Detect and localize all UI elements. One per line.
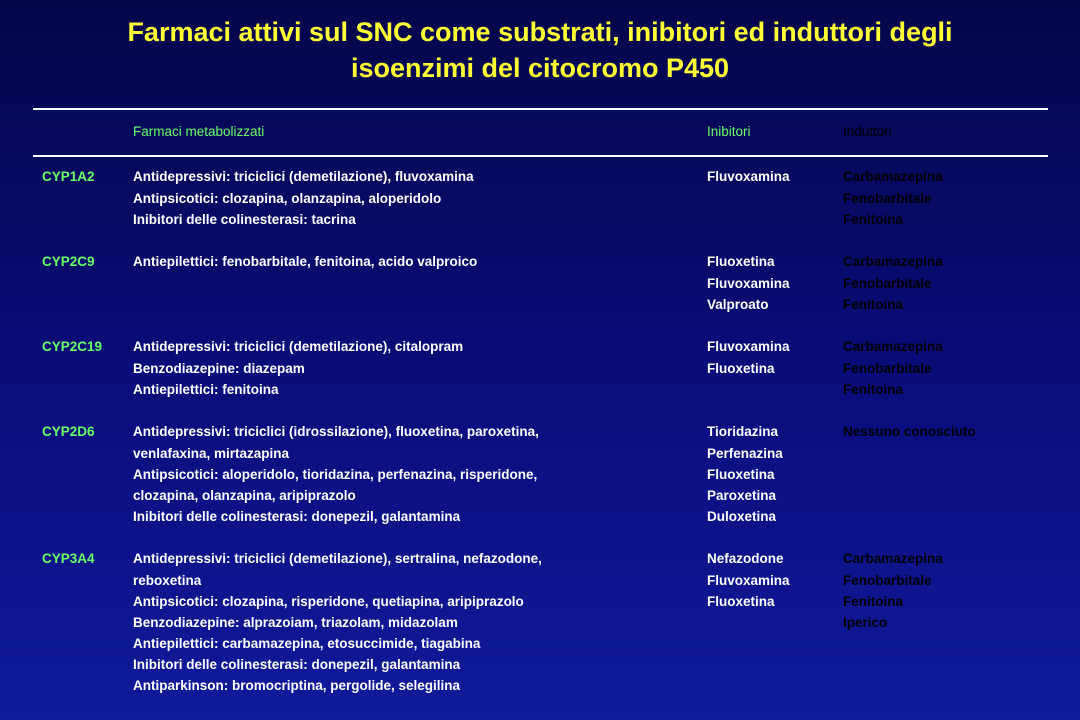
inducer-cell: Carbamazepina <box>843 169 943 184</box>
slide-title-line-2: isoenzimi del citocromo P450 <box>350 53 730 83</box>
enzyme-label: CYP1A2 <box>42 169 95 184</box>
inducer-cell: Fenitoina <box>843 297 903 312</box>
metabolized-drugs-cell: Benzodiazepine: alprazoiam, triazolam, midazolam <box>133 615 458 630</box>
header-drugs: Farmaci metabolizzati <box>133 124 265 139</box>
metabolized-drugs-cell: venlafaxina, mirtazapina <box>133 446 290 461</box>
metabolized-drugs-cell: Benzodiazepine: diazepam <box>133 361 305 376</box>
inhibitor-cell: Perfenazina <box>707 446 783 461</box>
inhibitor-cell: Duloxetina <box>707 509 777 524</box>
slide-title-line-1: Farmaci attivi sul SNC come substrati, inibitori ed induttori degli <box>127 17 953 47</box>
inducer-cell: Fenobarbitale <box>843 191 932 206</box>
table-row <box>0 188 1080 209</box>
inducer-cell: Iperico <box>843 615 888 630</box>
inducer-cell: Fenitoina <box>843 594 903 609</box>
metabolized-drugs-cell: Inibitori delle colinesterasi: donepezil, galantamina <box>133 509 461 524</box>
inhibitor-cell: Fluoxetina <box>707 467 775 482</box>
table-row <box>0 464 1080 485</box>
inhibitor-cell: Fluvoxamina <box>707 339 790 354</box>
enzyme-label: CYP2D6 <box>42 424 95 439</box>
inhibitor-cell: Valproato <box>707 297 769 312</box>
enzyme-label: CYP2C9 <box>42 254 95 269</box>
inhibitor-cell: Fluvoxamina <box>707 573 790 588</box>
table-row <box>0 570 1080 591</box>
metabolized-drugs-cell: Antiparkinson: bromocriptina, pergolide, selegilina <box>133 678 461 693</box>
inducer-cell: Nessuno conosciuto <box>843 424 976 439</box>
metabolized-drugs-cell: Antidepressivi: triciclici (idrossilazione), fluoxetina, paroxetina, <box>133 424 539 439</box>
metabolized-drugs-cell: Antipsicotici: clozapina, risperidone, quetiapina, aripiprazolo <box>133 594 524 609</box>
metabolized-drugs-cell: Antiepilettici: carbamazepina, etosuccimide, tiagabina <box>133 636 481 651</box>
metabolized-drugs-cell: reboxetina <box>133 573 202 588</box>
table-row <box>0 548 1080 569</box>
metabolized-drugs-cell: Antiepilettici: fenobarbitale, fenitoina, acido valproico <box>133 254 478 269</box>
table-row <box>0 421 1080 442</box>
table-row <box>0 251 1080 272</box>
metabolized-drugs-cell: Antipsicotici: aloperidolo, tioridazina, perfenazina, risperidone, <box>133 467 538 482</box>
table-row <box>0 633 1080 654</box>
inhibitor-cell: Fluvoxamina <box>707 276 790 291</box>
table-row <box>0 675 1080 696</box>
metabolized-drugs-cell: clozapina, olanzapina, aripiprazolo <box>133 488 356 503</box>
table-row <box>0 166 1080 187</box>
table-row <box>0 654 1080 675</box>
table-row <box>0 273 1080 294</box>
inhibitor-cell: Fluoxetina <box>707 594 775 609</box>
metabolized-drugs-cell: Inibitori delle colinesterasi: tacrina <box>133 212 356 227</box>
metabolized-drugs-cell: Antidepressivi: triciclici (demetilazione), sertralina, nefazodone, <box>133 551 542 566</box>
inducer-cell: Carbamazepina <box>843 551 943 566</box>
table-row <box>0 506 1080 527</box>
metabolized-drugs-cell: Antidepressivi: triciclici (demetilazione), citalopram <box>133 339 464 354</box>
table-row <box>0 336 1080 357</box>
inducer-cell: Fenobarbitale <box>843 276 932 291</box>
table-row <box>0 294 1080 315</box>
inducer-cell: Carbamazepina <box>843 254 943 269</box>
table-row <box>0 612 1080 633</box>
inhibitor-cell: Fluoxetina <box>707 254 775 269</box>
inducer-cell: Fenobarbitale <box>843 361 932 376</box>
table-row <box>0 591 1080 612</box>
header-rule <box>33 155 1048 157</box>
table-row <box>0 485 1080 506</box>
table-row <box>0 443 1080 464</box>
header-inducers: Induttori <box>843 124 892 139</box>
header-inhibitors: Inibitori <box>707 124 751 139</box>
table-row <box>0 358 1080 379</box>
metabolized-drugs-cell: Antidepressivi: triciclici (demetilazione), fluvoxamina <box>133 169 474 184</box>
inducer-cell: Fenitoina <box>843 382 903 397</box>
inhibitor-cell: Nefazodone <box>707 551 784 566</box>
slide-title <box>0 14 1080 86</box>
top-rule <box>33 108 1048 110</box>
metabolized-drugs-cell: Antipsicotici: clozapina, olanzapina, aloperidolo <box>133 191 442 206</box>
inducer-cell: Fenobarbitale <box>843 573 932 588</box>
table-row <box>0 379 1080 400</box>
metabolized-drugs-cell: Antiepilettici: fenitoina <box>133 382 279 397</box>
enzyme-label: CYP3A4 <box>42 551 95 566</box>
enzyme-label: CYP2C19 <box>42 339 103 354</box>
inhibitor-cell: Fluvoxamina <box>707 169 790 184</box>
metabolized-drugs-cell: Inibitori delle colinesterasi: donepezil, galantamina <box>133 657 461 672</box>
inducer-cell: Fenitoina <box>843 212 903 227</box>
inducer-cell: Carbamazepina <box>843 339 943 354</box>
inhibitor-cell: Tioridazina <box>707 424 779 439</box>
table-row <box>0 209 1080 230</box>
inhibitor-cell: Paroxetina <box>707 488 777 503</box>
table-header <box>0 121 1080 142</box>
inhibitor-cell: Fluoxetina <box>707 361 775 376</box>
